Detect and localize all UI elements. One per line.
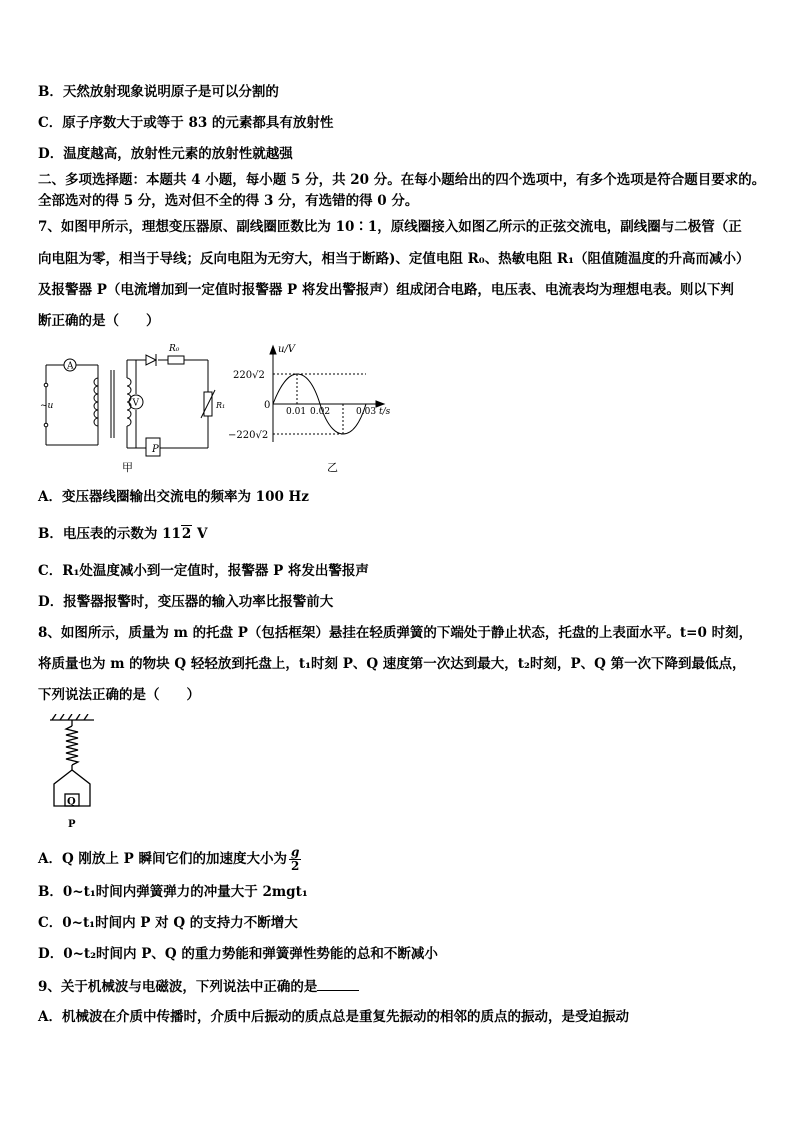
- svg-text:~u: ~u: [40, 401, 54, 411]
- q7-stem-line4: 断正确的是（ ）: [38, 313, 160, 329]
- svg-text:甲: 甲: [122, 461, 133, 474]
- q9-option-a: A．机械波在介质中传播时，介质中后振动的质点总是重复先振动的相邻的质点的振动，是受迫振动: [38, 1009, 629, 1025]
- svg-text:P: P: [152, 444, 159, 455]
- q7-waveform-figure: [228, 340, 398, 475]
- svg-text:0.02: 0.02: [310, 407, 331, 417]
- q7-option-b: B．电压表的示数为 112 V: [38, 526, 208, 542]
- q6-option-c: C．原子序数大于或等于 83 的元素都具有放射性: [38, 115, 334, 131]
- q9-stem: 9、关于机械波与电磁波，下列说法中正确的是: [38, 976, 359, 997]
- svg-text:R₀: R₀: [169, 344, 180, 354]
- spring-icon: [66, 726, 78, 765]
- q7-stem-line2: 向电阻为零，相当于导线；反向电阻为无穷大，相当于断路)、定值电阻 R₀、热敏电阻 R₁（阻值随温度的升高而减小）: [38, 251, 750, 267]
- q8-stem-line2: 将质量也为 m 的物块 Q 轻轻放到托盘上，t₁时刻 P、Q 速度第一次达到最大，t₂时刻，P、Q 第一次下降到最低点，: [38, 656, 746, 672]
- q7-stem-line3: 及报警器 P（电流增加到一定值时报警器 P 将发出警报声）组成闭合电路，电压表、电流表均为理想电表。则以下判: [38, 282, 734, 298]
- q8-option-d: D．0~t₂时间内 P、Q 的重力势能和弹簧弹性势能的总和不断减小: [38, 946, 438, 962]
- svg-text:乙: 乙: [327, 461, 338, 474]
- section2-heading-line1: 二、多项选择题：本题共 4 小题，每小题 5 分，共 20 分。在每小题给出的四个选项中，有多个选项是符合题目要求的。: [38, 172, 766, 188]
- section2-heading-line2: 全部选对的得 5 分，选对但不全的得 3 分，有选错的得 0 分。: [38, 193, 419, 209]
- answer-blank: [317, 976, 359, 991]
- svg-text:R₁: R₁: [216, 401, 226, 410]
- q7-circuit-figure: [36, 340, 226, 475]
- svg-text:t/s: t/s: [379, 407, 391, 417]
- svg-text:Q: Q: [67, 796, 76, 808]
- svg-text:V: V: [132, 398, 139, 409]
- q8-stem-line1: 8、如图所示，质量为 m 的托盘 P（包括框架）悬挂在轻质弹簧的下端处于静止状态，托盘的上表面水平。t=0 时刻，: [38, 625, 753, 641]
- q8-option-b: B．0~t₁时间内弹簧弹力的冲量大于 2mgt₁: [38, 884, 308, 900]
- svg-text:A: A: [67, 361, 74, 372]
- q6-option-d: D．温度越高，放射性元素的放射性就越强: [38, 146, 293, 162]
- q8-option-a: A．Q 刚放上 P 瞬间它们的加速度大小为 $\frac{g}{2}$: [38, 845, 300, 873]
- svg-text:P: P: [68, 819, 76, 830]
- q8-option-c: C．0~t₁时间内 P 对 Q 的支持力不断增大: [38, 915, 298, 931]
- q7-option-d: D．报警器报警时，变压器的输入功率比报警前大: [38, 594, 334, 610]
- q8-stem-line3: 下列说法正确的是（ ）: [38, 687, 200, 703]
- q8-spring-tray-figure: [42, 714, 112, 834]
- svg-text:0: 0: [264, 400, 271, 411]
- svg-text:0.03: 0.03: [356, 407, 377, 417]
- q7-option-a: A．变压器线圈输出交流电的频率为 100 Hz: [38, 489, 309, 505]
- svg-text:−220√2: −220√2: [228, 430, 269, 441]
- q7-option-c: C．R₁处温度减小到一定值时，报警器 P 将发出警报声: [38, 563, 369, 579]
- q6-option-b: B．天然放射现象说明原子是可以分割的: [38, 84, 279, 100]
- q7-stem-line1: 7、如图甲所示，理想变压器原、副线圈匝数比为 10∶1，原线圈接入如图乙所示的正弦交流电，副线圈与二极管（正: [38, 219, 742, 235]
- svg-text:0.01: 0.01: [286, 407, 307, 417]
- diode-icon: [146, 355, 156, 365]
- r0-resistor-icon: [168, 356, 184, 364]
- svg-text:220√2: 220√2: [233, 370, 265, 381]
- svg-text:u/V: u/V: [278, 344, 296, 355]
